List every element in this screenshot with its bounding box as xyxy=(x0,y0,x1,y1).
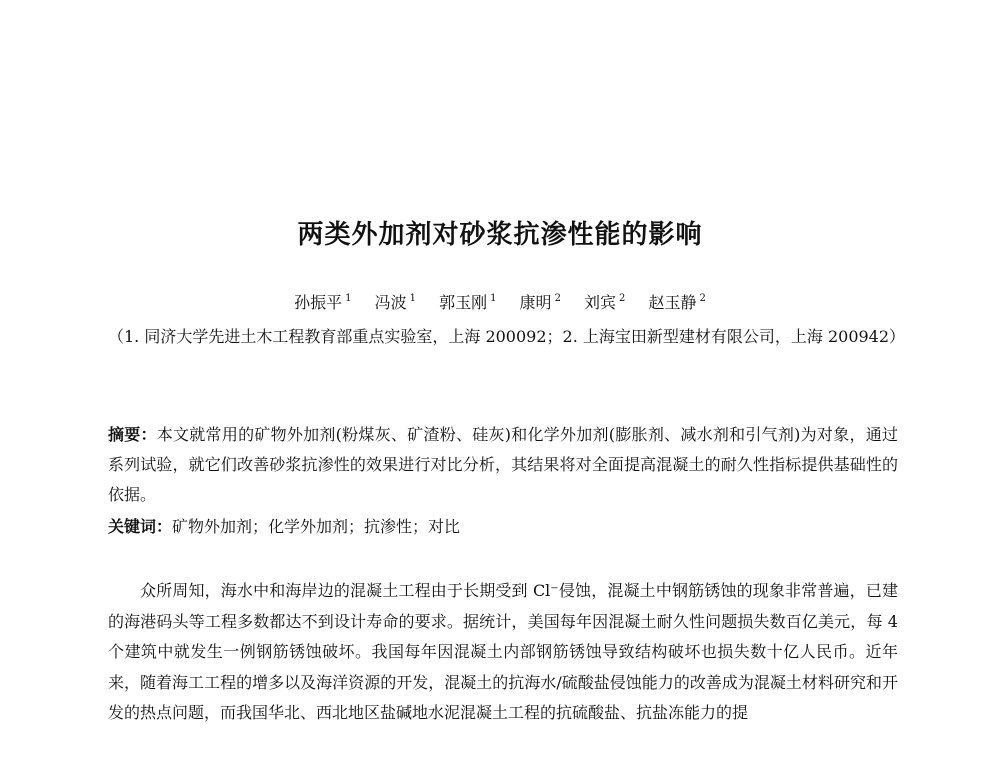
affiliation-marker: 1 xyxy=(345,293,352,304)
affiliation-marker: 2 xyxy=(554,293,561,304)
keywords xyxy=(108,512,898,542)
author-list xyxy=(0,290,1000,313)
author-name: 赵玉静 xyxy=(648,293,697,312)
author-name: 郭玉刚 xyxy=(439,293,488,312)
author-name: 康明 xyxy=(519,293,552,312)
author xyxy=(649,290,706,313)
affiliation-marker: 2 xyxy=(699,293,706,304)
affiliation-marker: 1 xyxy=(409,293,416,304)
affiliation-marker: 2 xyxy=(619,293,626,304)
keywords-label: 关键词： xyxy=(108,517,173,536)
abstract-label: 摘要： xyxy=(108,425,157,444)
author xyxy=(294,290,351,313)
body-paragraph: 众所周知，海水中和海岸边的混凝土工程由于长期受到 Cl⁻侵蚀，混凝土中钢筋锈蚀的现象非常普遍，已建的海港码头等工程多数都达不到设计寿命的要求。据统计，美国每年因混凝土耐久性问题损失数百亿美元，每 4 个建筑中就发生一例钢筋锈蚀破坏。我国每年因混凝土内部钢筋锈蚀导致结构破坏也损失数十亿人民币。近年来，随着海工工程的增多以及海洋资源的开发，混凝土的抗海水/硫酸盐侵蚀能力的改善成为混凝土材料研究和开发的热点问题，而我国华北、西北地区盐碱地水泥混凝土工程的抗硫酸盐、抗盐冻能力的提 xyxy=(108,581,898,722)
author-name: 刘宾 xyxy=(584,293,617,312)
abstract xyxy=(108,420,898,510)
paper-title: 两类外加剂对砂浆抗渗性能的影响 xyxy=(297,220,703,250)
author xyxy=(439,290,496,313)
author-name: 孙振平 xyxy=(294,293,343,312)
affiliation: （1. 同济大学先进土木工程教育部重点实验室，上海 200092；2. 上海宝田新型建材有限公司，上海 200942） xyxy=(108,327,906,346)
author-name: 冯波 xyxy=(374,293,407,312)
affiliation-marker: 1 xyxy=(490,293,497,304)
author xyxy=(584,290,625,313)
keywords-text: 矿物外加剂；化学外加剂；抗渗性；对比 xyxy=(172,517,461,536)
author xyxy=(375,290,416,313)
abstract-text: 本文就常用的矿物外加剂(粉煤灰、矿渣粉、硅灰)和化学外加剂(膨胀剂、减水剂和引气剂)为对象，通过系列试验，就它们改善砂浆抗渗性的效果进行对比分析，其结果将对全面提高混凝土的耐久性指标提供基础性的依据。 xyxy=(108,425,898,504)
author xyxy=(520,290,561,313)
